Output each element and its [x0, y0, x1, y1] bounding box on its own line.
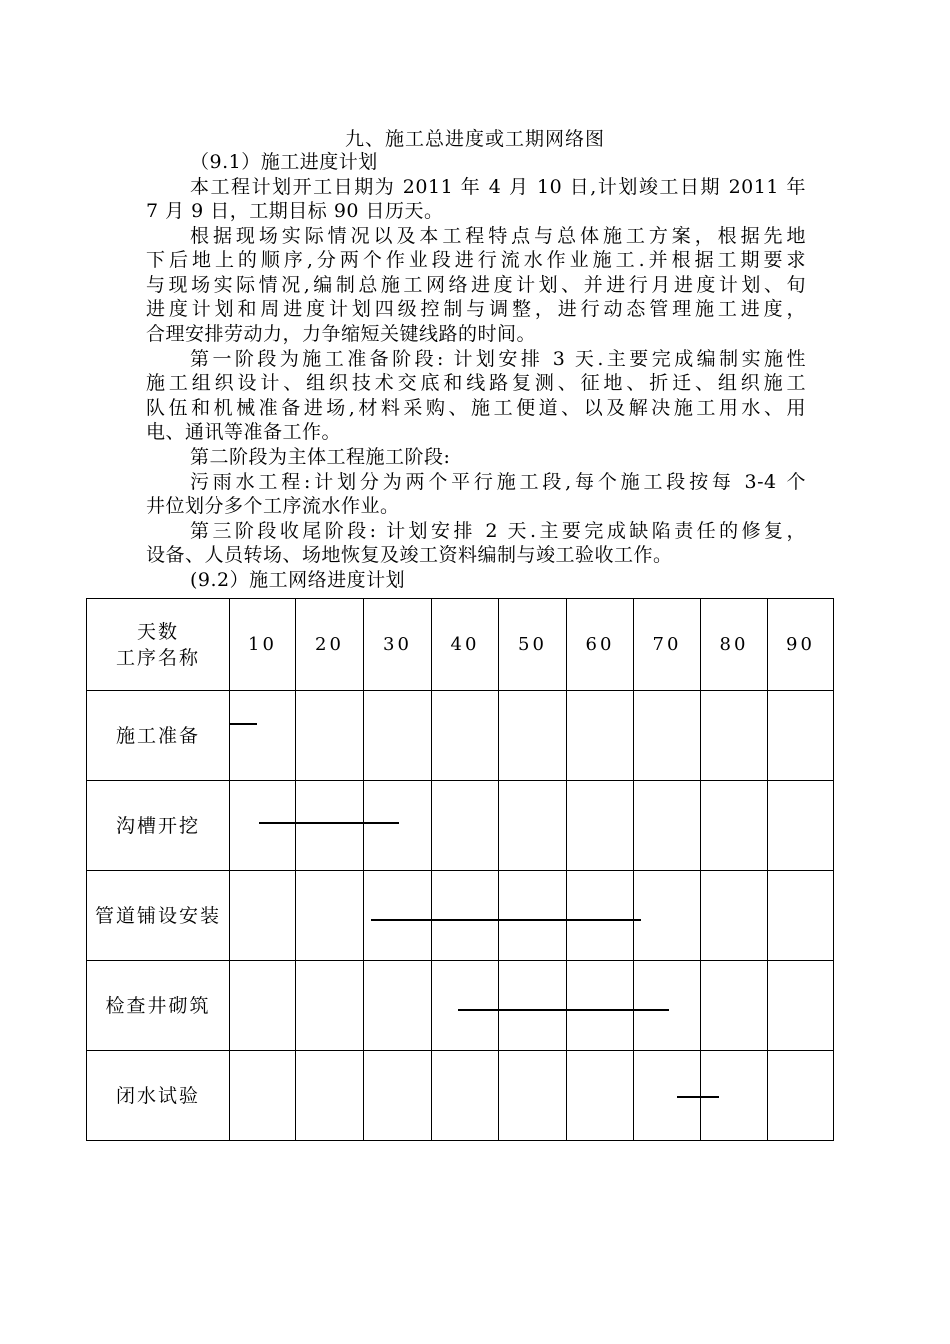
task-header-label: 工序名称 — [115, 646, 200, 669]
paragraph-line: 施工组织设计、组织技术交底和线路复测、征地、折迁、组织施工 — [146, 372, 806, 394]
task-row — [87, 961, 834, 1051]
day-tick-label: 70 — [634, 599, 701, 691]
paragraph-line: 合理安排劳动力，力争缩短关键线路的时间。 — [146, 323, 537, 345]
task-row — [87, 691, 834, 781]
task-row — [87, 871, 834, 961]
day-tick-label: 50 — [499, 599, 567, 691]
task-row — [87, 1051, 834, 1141]
paragraph-line: 与现场实际情况,编制总施工网络进度计划、并进行月进度计划、旬 — [146, 274, 806, 296]
gantt-bar — [458, 1009, 669, 1011]
gantt-bar — [259, 822, 400, 824]
day-tick-label: 40 — [432, 599, 499, 691]
paragraph-line: 电、通讯等准备工作。 — [146, 421, 342, 443]
paragraph-line: 污雨水工程:计划分为两个平行施工段,每个施工段按每 3-4 个 — [190, 471, 806, 493]
paragraph-line: 队伍和机械准备进场,材料采购、施工便道、以及解决施工用水、用 — [146, 397, 806, 419]
task-row — [87, 781, 834, 871]
task-name: 管道铺设安装 — [87, 871, 230, 961]
task-name: 沟槽开挖 — [87, 781, 230, 871]
paragraph-line: 根据现场实际情况以及本工程特点与总体施工方案，根据先地 — [190, 225, 806, 247]
paragraph-line: 下后地上的顺序,分两个作业段进行流水作业施工.并根据工期要求 — [146, 249, 806, 271]
day-tick-label: 20 — [296, 599, 364, 691]
paragraph-line: 井位划分多个工序流水作业。 — [146, 495, 400, 517]
days-header-label: 天数 — [136, 620, 179, 643]
subsection-title-2: (9.2）施工网络进度计划 — [190, 569, 406, 591]
task-name: 检查井砌筑 — [87, 961, 230, 1051]
gantt-bar — [677, 1096, 719, 1098]
task-name: 闭水试验 — [87, 1051, 230, 1141]
paragraph-line: 7 月 9 日，工期目标 90 日历天。 — [146, 200, 444, 222]
day-tick-label: 30 — [364, 599, 432, 691]
task-name: 施工准备 — [87, 691, 230, 781]
paragraph-line: 第三阶段收尾阶段: 计划安排 2 天.主要完成缺陷责任的修复， — [190, 520, 806, 542]
gantt-bar — [371, 919, 641, 921]
corner-header-cell — [87, 599, 230, 691]
paragraph-line: 设备、人员转场、场地恢复及竣工资料编制与竣工验收工作。 — [146, 544, 673, 566]
section-title: 九、施工总进度或工期网络图 — [344, 128, 605, 150]
header-row — [87, 599, 834, 691]
paragraph-line: 第一阶段为施工准备阶段: 计划安排 3 天.主要完成编制实施性 — [190, 348, 806, 370]
day-tick-label: 10 — [230, 599, 296, 691]
paragraph-line: 第二阶段为主体工程施工阶段: — [190, 446, 451, 468]
paragraph-line: 本工程计划开工日期为 2011 年 4 月 10 日,计划竣工日期 2011 年 — [190, 176, 806, 198]
subsection-title-1: （9.1）施工进度计划 — [190, 151, 378, 173]
gantt-bar — [230, 723, 257, 725]
day-tick-label: 90 — [768, 599, 834, 691]
paragraph-line: 进度计划和周进度计划四级控制与调整，进行动态管理施工进度， — [146, 298, 806, 320]
day-tick-label: 60 — [567, 599, 634, 691]
schedule-gantt-table — [86, 598, 834, 1141]
day-tick-label: 80 — [701, 599, 768, 691]
